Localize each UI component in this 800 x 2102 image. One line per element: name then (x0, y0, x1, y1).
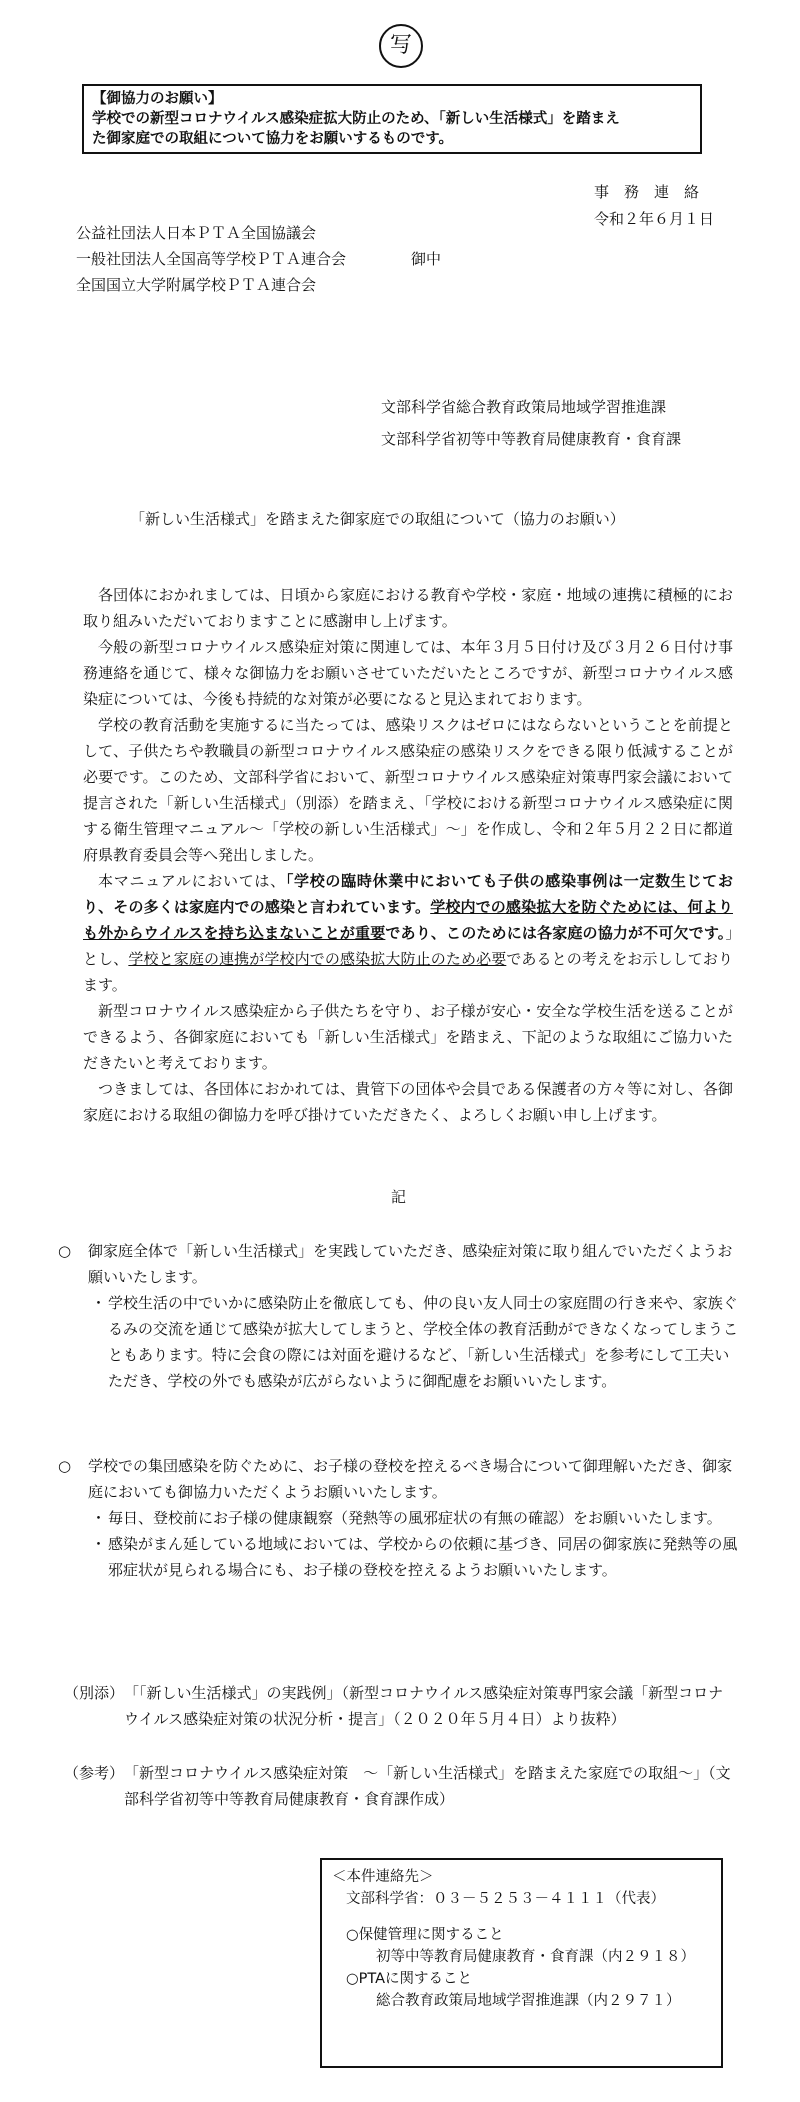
dot-bullet-icon: ・ (91, 1509, 107, 1527)
item-text: 御家庭全体で「新しい生活様式」を実践していただき、感染症対策に取り組んでいただくようお願いいたします。 (88, 1242, 733, 1286)
paragraph-5: 新型コロナウイルス感染症から子供たちを守り、お子様が安心・安全な学校生活を送ることができるよう、各御家庭においても「新しい生活様式」を踏まえ、下記のような取組にご協力いただきたいと考えております。 (83, 1002, 733, 1072)
sender-2: 文部科学省初等中等教育局健康教育・食育課 (381, 430, 682, 448)
recipient-3: 全国国立大学附属学校ＰＴＡ連合会 (76, 276, 317, 294)
sub-item-text: 毎日、登校前にお子様の健康観察（発熱等の風邪症状の有無の確認）をお願いいたします。 (108, 1509, 722, 1527)
p4-bold-quote: 「学校の臨時休業中においても子供の感染事例は一定数生じており、その多くは家庭内での感染と言われています。 (83, 872, 733, 916)
sub-item-text: 学校生活の中でいかに感染防止を徹底しても、仲の良い友人同士の家庭間の行き来や、家族ぐるみの交流を通じて感染が拡大してしまうと、学校全体の教育活動ができなくなってしまうこともあります。特に会食の際には対面を避けるなど、「新しい生活様式」を参考にして工夫いただき、学校の外でも感染が広がらないように御配慮をお願いいたします。 (108, 1294, 739, 1390)
attachment-text: 「「新しい生活様式」の実践例」（新型コロナウイルス感染症対策専門家会議「新型コロナウイルス感染症対策の状況分析・提言」（２０２０年５月４日）より抜粋） (124, 1684, 724, 1728)
paragraph-3: 学校の教育活動を実施するに当たっては、感染リスクはゼロにはならないということを前提として、子供たちや教職員の新型コロナウイルス感染症の感染リスクをできる限り低減することが必要です。このため、文部科学省において、新型コロナウイルス感染症対策専門家会議において提言された「新しい生活様式」（別添）を踏まえ、「学校における新型コロナウイルス感染症に関する衛生管理マニュアル～「学校の新しい生活様式」～」を作成し、令和２年５月２２日に都道府県教育委員会等へ発出しました。 (83, 716, 733, 864)
reference-label: （参考） (64, 1764, 125, 1782)
contact-item2-label: ○PTAに関すること (346, 1971, 473, 1987)
sender-1: 文部科学省総合教育政策局地域学習推進課 (381, 398, 667, 416)
recipient-2: 一般社団法人全国高等学校ＰＴＡ連合会 (76, 250, 347, 268)
contact-item1-dept: 初等中等教育局健康教育・食育課（内２９１８） (376, 1949, 695, 1965)
dot-bullet-icon: ・ (91, 1535, 107, 1553)
contact-title: ＜本件連絡先＞ (332, 1869, 434, 1885)
sub-item (58, 1531, 738, 1583)
circle-bullet-icon: ○ (58, 1457, 72, 1475)
request-item-2 (58, 1453, 738, 1583)
reference-note (64, 1760, 734, 1812)
contact-box (320, 1858, 723, 2068)
sub-item (58, 1290, 738, 1394)
reference-text: 「新型コロナウイルス感染症対策 ～「新しい生活様式」を踏まえた家庭での取組～」（文部科学省初等中等教育局健康教育・食育課作成） (124, 1764, 731, 1808)
contact-item1-label: ○保健管理に関すること (346, 1927, 504, 1943)
sub-item (58, 1505, 738, 1531)
doc-type: 事 務 連 絡 (594, 183, 700, 201)
list-item (58, 1453, 738, 1505)
item-text: 学校での集団感染を防ぐために、お子様の登校を控えるべき場合について御理解いただき、御家庭においても御協力いただくようお願いいたします。 (88, 1457, 733, 1501)
attachment-label: （別添） (64, 1684, 125, 1702)
p4-connector: 」とし、 (83, 924, 733, 968)
notice-line: た御家庭での取組について協力をお願いするものです。 (92, 131, 454, 147)
attachment-note (64, 1680, 734, 1732)
sub-item-text: 感染がまん延している地域においては、学校からの依頼に基づき、同居の御家族に発熱等の風邪症状が見られる場合にも、お子様の登校を控えるようお願いいたします。 (108, 1535, 738, 1579)
request-item-1 (58, 1238, 738, 1394)
paragraph-2: 今般の新型コロナウイルス感染症対策に関連しては、本年３月５日付け及び３月２６日付け事務連絡を通じて、様々な御協力をお願いさせていただいたところですが、新型コロナウイルス感染症については、今後も持続的な対策が必要になると見込まれております。 (83, 638, 733, 708)
honorific: 御中 (411, 250, 442, 268)
ki-heading: 記 (391, 1188, 407, 1206)
list-item (58, 1238, 738, 1290)
paragraph-1: 各団体におかれましては、日頃から家庭における教育や学校・家庭・地域の連携に積極的にお取り組みいただいておりますことに感謝申し上げます。 (83, 586, 733, 630)
p4-close: であるとの考えをお示ししております。 (83, 950, 733, 994)
doc-date: 令和２年６月１日 (594, 210, 715, 228)
cooperation-notice-box (82, 84, 702, 154)
document-title: 「新しい生活様式」を踏まえた御家庭での取組について（協力のお願い） (130, 510, 625, 528)
notice-line: 【御協力のお願い】 (92, 91, 223, 107)
circle-bullet-icon: ○ (58, 1242, 72, 1260)
p4-underline: 学校と家庭の連携が学校内での感染拡大防止のため必要 (128, 950, 507, 968)
p4-intro: 本マニュアルにおいては、 (98, 872, 286, 890)
dot-bullet-icon: ・ (91, 1294, 107, 1312)
contact-item2-dept: 総合教育政策局地域学習推進課（内２９７１） (376, 1993, 681, 2009)
notice-line: 学校での新型コロナウイルス感染症拡大防止のため、「新しい生活様式」を踏まえ (92, 111, 620, 127)
paragraph-6: つきましては、各団体におかれては、貴管下の団体や会員である保護者の方々等に対し、各御家庭における取組の御協力を呼び掛けていただきたく、よろしくお願い申し上げます。 (83, 1080, 733, 1124)
p4-bold-end: であり、このためには各家庭の協力が不可欠です。 (385, 924, 726, 942)
body-text (83, 582, 733, 1128)
copy-stamp: 写 (379, 24, 423, 68)
p4-bold-underline: 学校内での感染拡大を防ぐためには、何よりも外からウイルスを持ち込まないことが重要 (83, 898, 733, 942)
paragraph-4 (83, 868, 733, 998)
recipient-1: 公益社団法人日本ＰＴＡ全国協議会 (76, 224, 317, 242)
contact-ministry: 文部科学省：０３－５２５３－４１１１（代表） (346, 1891, 665, 1907)
